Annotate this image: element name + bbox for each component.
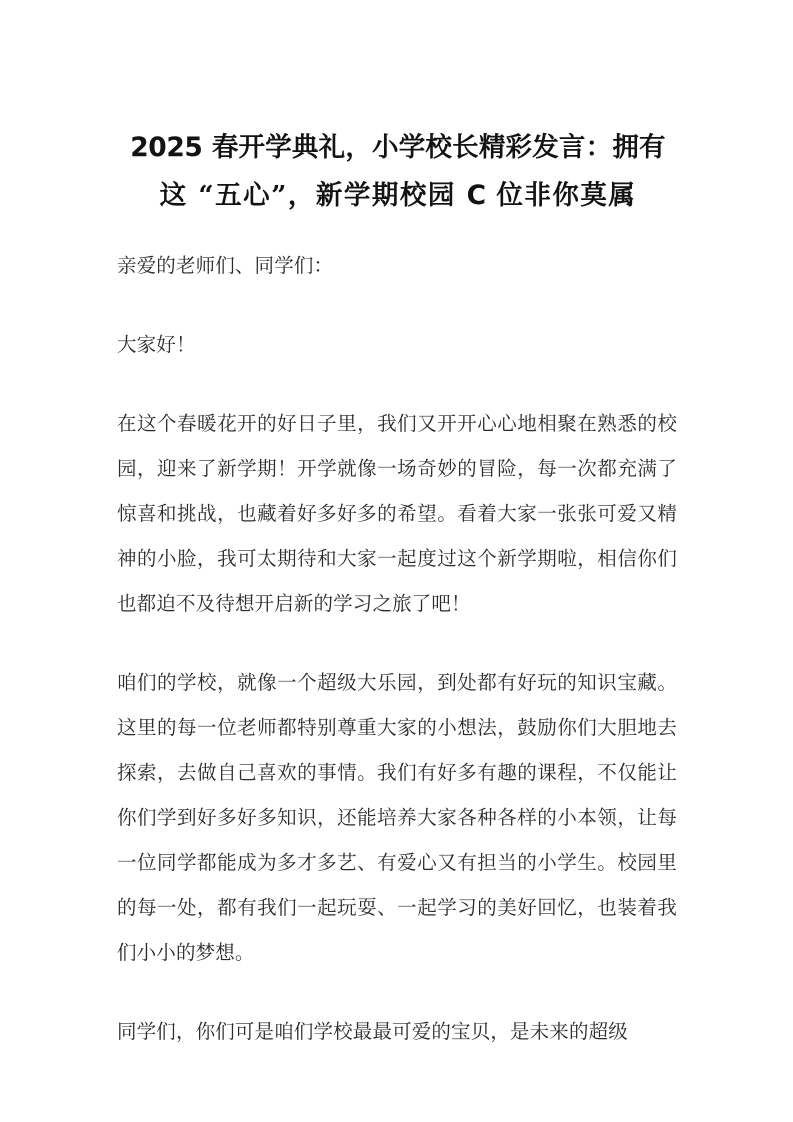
paragraph-body-2: 咱们的学校，就像一个超级大乐园，到处都有好玩的知识宝藏。这里的每一位老师都特别尊重大家的小想法，鼓励你们大胆地去探索，去做自己喜欢的事情。我们有好多有趣的课程，不仅能让你们学到好多好多知识，还能培养大家各种各样的小本领，让每一位同学都能成为多才多艺、有爱心又有担当的小学生。校园里的每一处，都有我们一起玩耍、一起学习的美好回忆，也装着我们小小的梦想。 — [117, 671, 677, 964]
paragraph-greeting: 大家好！ — [117, 333, 196, 356]
paragraph-salutation: 亲爱的老师们、同学们： — [117, 254, 334, 277]
title-year: 2025 — [130, 132, 203, 163]
paragraph-body-1: 在这个春暖花开的好日子里，我们又开开心心地相聚在熟悉的校园，迎来了新学期！开学就像一场奇妙的冒险，每一次都充满了惊喜和挑战，也藏着好多好多的希望。看着大家一张张可爱又精神的小脸，我可太期待和大家一起度过这个新学期啦，相信你们也都迫不及待想开启新的学习之旅了吧！ — [117, 412, 677, 615]
document-title — [113, 124, 683, 220]
title-line-1-text: 春开学典礼，小学校长精彩发言：拥有 — [202, 132, 666, 163]
title-line-1 — [113, 124, 683, 172]
paragraph-body-3: 同学们，你们可是咱们学校最最可爱的宝贝，是未来的超级 — [117, 1020, 628, 1043]
title-line-2-text-b: 位非你莫属 — [485, 180, 637, 211]
title-line-2-text-a: 这 “五心”，新学期校园 — [159, 180, 467, 211]
document-body — [117, 243, 677, 1054]
title-line-2 — [113, 172, 683, 220]
title-letter-c: C — [466, 180, 486, 211]
